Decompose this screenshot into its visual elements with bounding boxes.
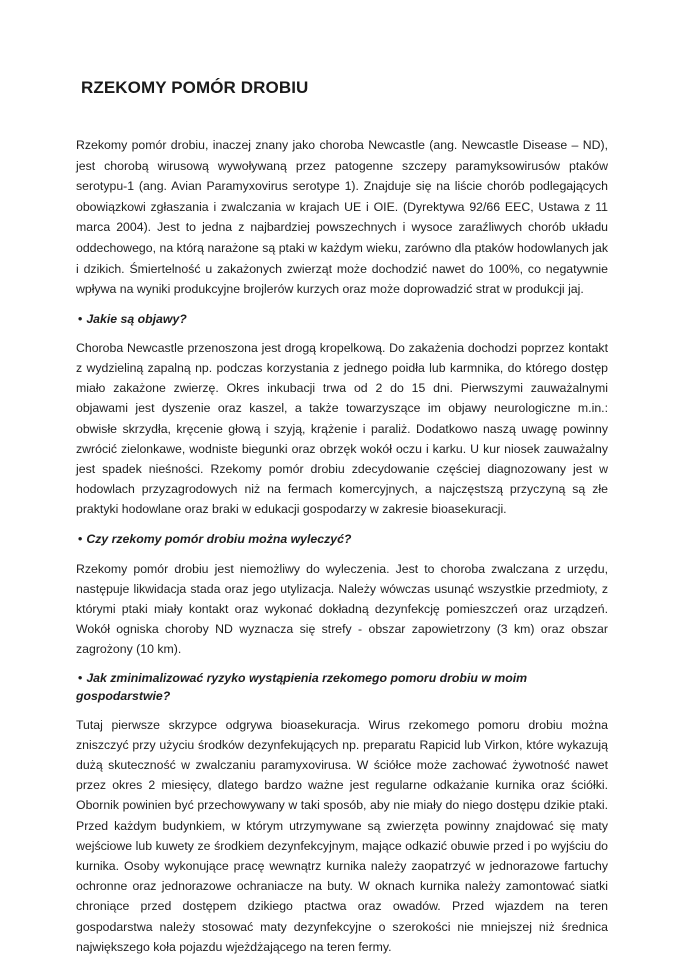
intro-paragraph: Rzekomy pomór drobiu, inaczej znany jako choroba Newcastle (ang. Newcastle Disease – ND), jest chorobą wirusową wywoływaną przez patogenne szczepy paramyksowirusów ptaków serotypu-1 (ang. Avian Paramyxovirus serotype 1). Znajduje się na liście chorób podlegających obowiązkowi zgłaszania i zwalczania w krajach UE i OIE. (Dyrektywa 92/66 EEC, Ustawa z 11 marca 2004). Jest to jedna z najbardziej powszechnych i wysoce zaraźliwych chorób układu oddechowego, na którą narażone są ptaki w każdym wieku, zarówno dla ptaków hodowlanych jak i dzikich. Śmiertelność u zakażonych zwierząt może dochodzić nawet do 100%, co negatywnie wpływa na wyniki produkcyjne brojlerów kurzych oraz może doprowadzić strat w produkcji jaj. <box>76 138 608 297</box>
section-heading-text: Jak zminimalizować ryzyko wystąpienia rzekomego pomoru drobiu w moim gospodarstwie? <box>76 670 528 703</box>
bullet-icon: • <box>78 531 83 546</box>
section-heading-prevention <box>76 669 608 705</box>
section-heading-symptoms <box>76 310 608 328</box>
section-paragraph-symptoms: Choroba Newcastle przenoszona jest drogą kropelkową. Do zakażenia dochodzi poprzez kontakt z wydzieliną zapalną np. podczas korzystania z jednego poidła lub karmnika, do którego dostęp miało zakażone zwierzę. Okres inkubacji trwa od 2 do 15 dni. Pierwszymi zauważalnymi objawami jest dyszenie oraz kaszel, a także towarzyszące im objawy neurologiczne m.in.: obwisłe skrzydła, kręcenie głową i szyją, krążenie i paraliż. Dodatkowo naszą uwagę powinny zwrócić zielonkawe, wodniste biegunki oraz obrzęk wokół oczu i karku. U kur niosek zauważalny jest spadek nieśności. Rzekomy pomór drobiu zdecydowanie częściej diagnozowany jest w hodowlach przyzagrodowych niż na fermach komercyjnych, a najczęstszą przyczyną są złe praktyki hodowlane oraz braki w edukacji gospodarzy w zakresie bioasekuracji. <box>76 340 608 517</box>
bullet-icon: • <box>78 670 83 685</box>
document-body <box>76 135 608 957</box>
bullet-icon: • <box>78 311 83 326</box>
page-title: RZEKOMY POMÓR DROBIU <box>81 78 309 97</box>
section-paragraph-treatment: Rzekomy pomór drobiu jest niemożliwy do wyleczenia. Jest to choroba zwalczana z urzędu, następuje likwidacja stada oraz jego utylizacja. Należy wówczas usunąć wszystkie przedmioty, z którymi ptaki miały kontakt oraz wykonać dokładną dezynfekcję pomieszczeń oraz urządzeń. Wokół ogniska choroby ND wyznacza się strefy - obszar zapowietrzony (3 km) oraz obszar zagrożony (10 km). <box>76 561 608 657</box>
section-paragraph-prevention: Tutaj pierwsze skrzypce odgrywa bioasekuracja. Wirus rzekomego pomoru drobiu można zniszczyć przy użyciu środków dezynfekujących np. preparatu Rapicid lub Virkon, które wykazują dużą skuteczność w zwalczaniu paramyxovirusa. W ściółce może zachować żywotność nawet przez okres 2 miesięcy, dlatego bardzo ważne jest regularne odkażanie kurnika oraz ściółki. Obornik powinien być przechowywany w taki sposób, aby nie miały do niego dostępu dzikie ptaki. Przed każdym budynkiem, w którym utrzymywane są zwierzęta powinny znajdować się maty wejściowe lub kuwety ze środkiem dezynfekcyjnym, mające odkazić obuwie przed i po wyjściu do kurnika. Osoby wykonujące pracę wewnątrz kurnika należy zaopatrzyć w jednorazowe fartuchy ochronne oraz jednorazowe ochraniacze na buty. W oknach kurnika należy zamontować siatki chroniące przed dostępem dzikiego ptactwa oraz owadów. Przed wjazdem na teren gospodarstwa należy stosować maty dezynfekcyjne o szerokości nie mniejszej niż średnica największego koła pojazdu wjeżdżającego na teren fermy. <box>76 717 608 954</box>
section-heading-text: Jakie są objawy? <box>86 311 187 326</box>
section-heading-treatment <box>76 530 608 548</box>
section-heading-text: Czy rzekomy pomór drobiu można wyleczyć? <box>86 531 352 546</box>
